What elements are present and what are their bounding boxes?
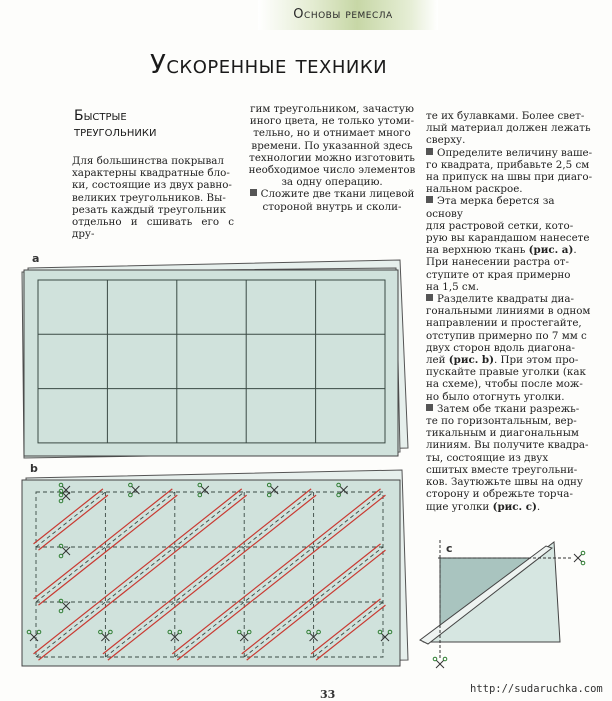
scissor-handle bbox=[581, 561, 585, 565]
website-url: http://sudaruchka.com bbox=[470, 683, 603, 695]
figure-c-label: c bbox=[446, 542, 453, 555]
text-line: нальном раскрое. bbox=[426, 183, 523, 196]
text-line: отдельно и сшивать его с дру- bbox=[72, 216, 234, 241]
text-line: те по горизонтальным, вер- bbox=[426, 415, 577, 428]
figure-b-label: b bbox=[30, 462, 38, 475]
text-line: При нанесении растра от- bbox=[426, 256, 569, 269]
text-line: времени. По указанной здесь bbox=[251, 139, 413, 152]
text-line: тикальным и диагональным bbox=[426, 427, 579, 440]
text-line: лей (рис. b). При этом про- bbox=[426, 354, 579, 367]
text-line: направлении и простегайте, bbox=[426, 317, 582, 330]
text-line: Затем обе ткани разрежь- bbox=[426, 403, 594, 415]
text-line: Для большинства покрывал bbox=[72, 155, 224, 167]
text-line: го квадрата, прибавьте 2,5 см bbox=[426, 158, 590, 171]
text-line: на верхнюю ткань (рис. а). bbox=[426, 244, 577, 257]
text-line: стороной внутрь и сколи- bbox=[262, 200, 402, 213]
text-line: Эта мерка берется за основу bbox=[426, 195, 555, 220]
scissor-handle bbox=[433, 657, 437, 661]
text-line: те их булавками. Более свет- bbox=[426, 110, 585, 122]
text-line: отступив примерно по 7 мм с bbox=[426, 329, 587, 342]
text-line: двух сторон вдоль диагона- bbox=[426, 341, 576, 354]
text-line: гональными линиями в одном bbox=[426, 305, 591, 318]
text-line: рую вы карандашом нанесете bbox=[426, 232, 590, 245]
text-line: Разделите квадраты диа- bbox=[426, 293, 594, 305]
text-line: ков. Заутюжьте швы на одну bbox=[426, 476, 583, 489]
text-line: ты, состоящие из двух bbox=[426, 451, 549, 464]
text-line: Сложите две ткани лицевой bbox=[246, 188, 418, 200]
text-line: сторону и обрежьте торча- bbox=[426, 488, 573, 501]
scissor-handle bbox=[443, 657, 447, 661]
scissor-handle bbox=[581, 551, 585, 555]
text-line: на припуск на швы при диаго- bbox=[426, 171, 593, 184]
text-line: характерны квадратные бло- bbox=[72, 167, 230, 180]
section-label: Основы ремесла bbox=[293, 7, 393, 22]
figure-a-label: a bbox=[32, 252, 40, 265]
text-line: на 1,5 см. bbox=[426, 280, 479, 293]
section-heading-line: Быстрые bbox=[74, 108, 127, 124]
text-line: линиям. Вы получите квадра- bbox=[426, 439, 589, 452]
text-line: ки, состоящие из двух равно- bbox=[72, 179, 232, 192]
section-heading-line: треугольники bbox=[74, 124, 157, 140]
text-line: за одну операцию. bbox=[281, 176, 383, 189]
scissors-icon bbox=[433, 657, 447, 668]
text-line: тельно, но и отнимает много bbox=[253, 127, 411, 140]
text-line: необходимое число элементов bbox=[248, 164, 416, 177]
text-line: иного цвета, не только утоми- bbox=[249, 115, 415, 128]
page-title: Ускоренные техники bbox=[150, 50, 388, 80]
text-line: пускайте правые уголки (как bbox=[426, 366, 586, 379]
text-line: Определите величину ваше- bbox=[426, 147, 594, 159]
text-line: технологии можно изготовить bbox=[249, 151, 415, 164]
text-line: сшитых вместе треугольни- bbox=[426, 463, 578, 476]
text-line: на схеме), чтобы после мож- bbox=[426, 378, 583, 391]
text-line: резать каждый треугольник bbox=[72, 203, 227, 216]
text-line: лый материал должен лежать bbox=[426, 122, 591, 135]
text-line: сверху. bbox=[426, 134, 466, 147]
text-line: великих треугольников. Вы- bbox=[72, 191, 226, 204]
scissors-icon bbox=[574, 551, 585, 565]
text-line: гим треугольником, зачастую bbox=[250, 103, 414, 115]
text-line: ступите от края примерно bbox=[426, 268, 571, 281]
text-line: но было отогнуть уголки. bbox=[426, 390, 565, 403]
page-number: 33 bbox=[320, 688, 336, 701]
text-line: для растровой сетки, кото- bbox=[426, 219, 574, 232]
text-line: щие уголки (рис. с). bbox=[426, 500, 541, 513]
